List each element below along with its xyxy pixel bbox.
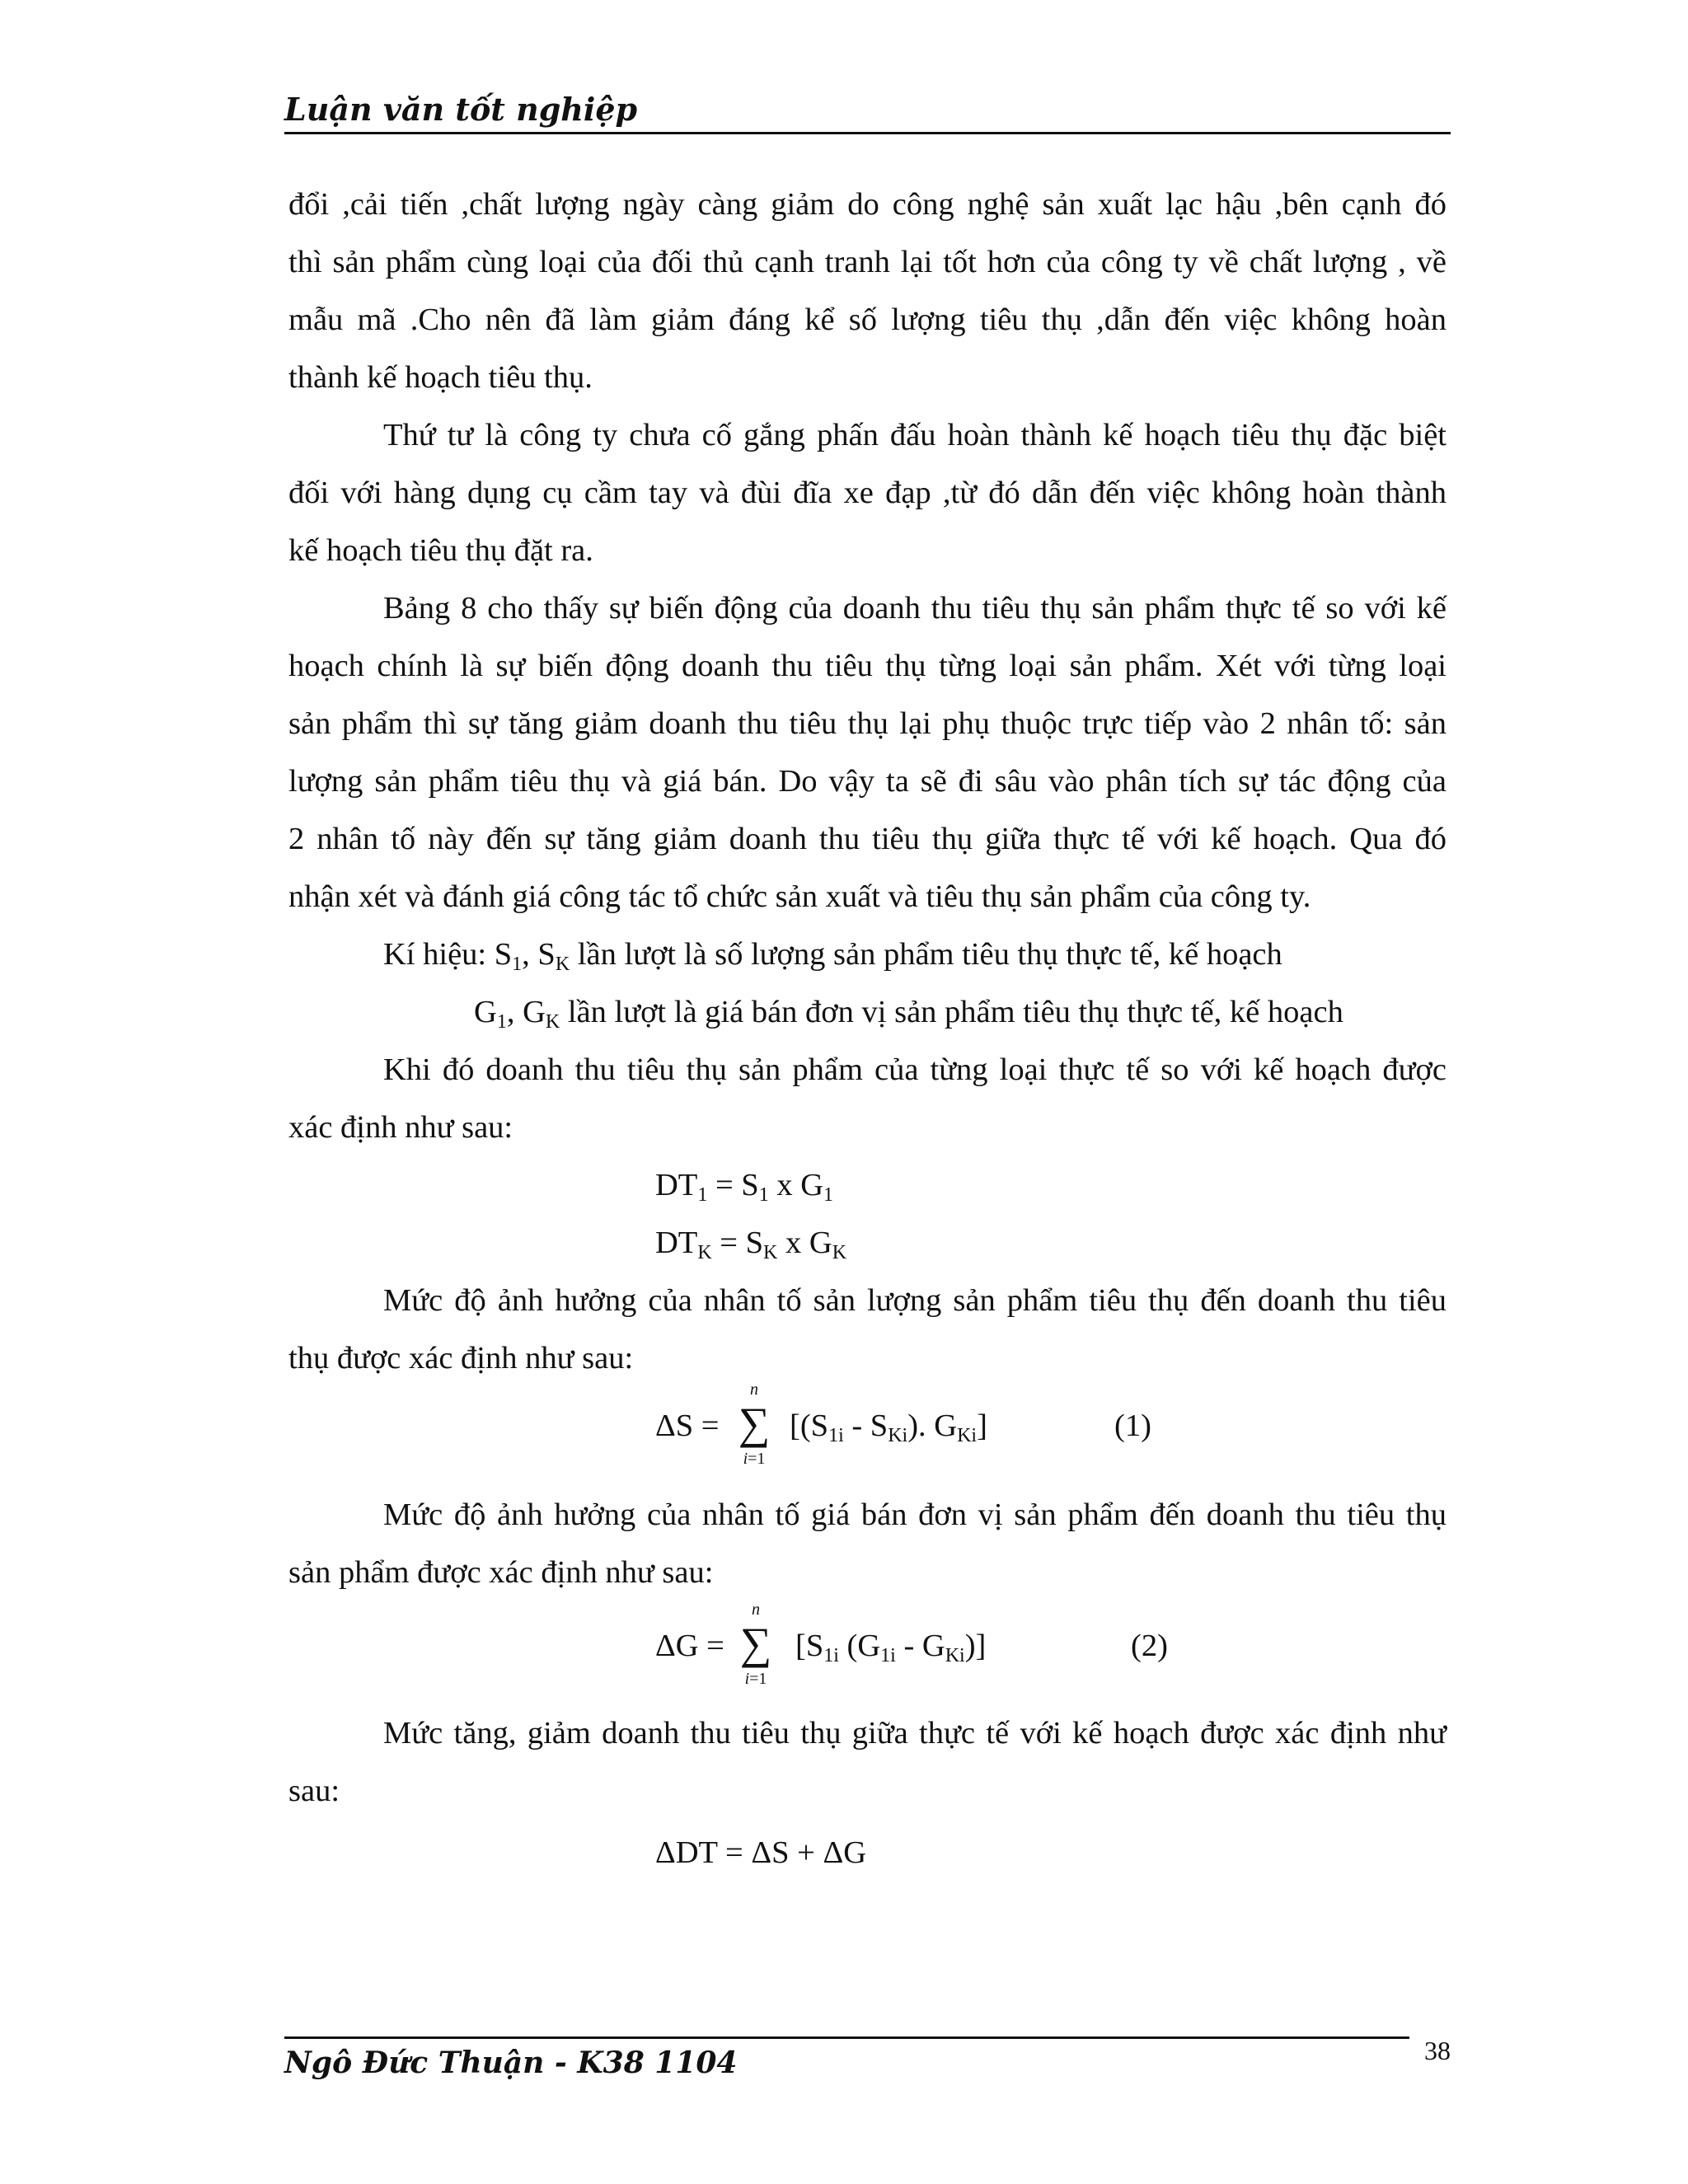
p3-line-2: hoạch chính là sự biến động doanh thu tiêu thụ từng loại sản phẩm. Xét với từng loại — [288, 649, 1447, 683]
p5-line-2: thụ được xác định như sau: — [288, 1341, 634, 1376]
formula-1-number: (1) — [1114, 1408, 1151, 1443]
formula-delta-g-body: [$S_{1i}$ $(G_{1i} - G_{Ki})$] — [795, 1629, 987, 1666]
symbols-s-line: Kí hiệu: $S_1$, $S_K$ lần lượt là số lượng sản phẩm tiêu thụ thực tế, kế hoạch — [383, 937, 1282, 975]
p3-line-4: lượng sản phẩm tiêu thụ và giá bán. Do vậy ta sẽ đi sâu vào phân tích sự tác động của — [288, 764, 1447, 799]
symbols-g-line: $G_1$, $G_K$ lần lượt là giá bán đơn vị sản phẩm tiêu thụ thực tế, kế hoạch — [474, 995, 1343, 1033]
formula-dtk: $DT_K = S_K$ x $G_K$ — [655, 1226, 847, 1263]
p6-line-2: sản phẩm được xác định như sau: — [288, 1555, 714, 1590]
p3-line-1: Bảng 8 cho thấy sự biến động của doanh thu tiêu thụ sản phẩm thực tế so với kế — [383, 591, 1447, 626]
footer-rule — [284, 2036, 1409, 2039]
p4-line-1: Khi đó doanh thu tiêu thụ sản phẩm của từng loại thực tế so với kế hoạch được — [383, 1052, 1447, 1087]
page-number: 38 — [1424, 2036, 1451, 2065]
formula-delta-s-lhs: ΔS = — [655, 1408, 720, 1443]
formula-delta-s-body: [$(S_{1i} - S_{Ki})$. $G_{Ki}$] — [790, 1408, 987, 1446]
p3-line-3: sản phẩm thì sự tăng giảm doanh thu tiêu thụ lại phụ thuộc trực tiếp vào 2 nhân tố: sản — [288, 706, 1447, 741]
footer-author: Ngô Đức Thuận - K38 1104 — [284, 2046, 738, 2080]
p7-line-2: sau: — [288, 1774, 340, 1808]
formula-2-number: (2) — [1131, 1629, 1168, 1663]
p3-line-6: nhận xét và đánh giá công tác tổ chức sản xuất và tiêu thụ sản phẩm của công ty. — [288, 879, 1311, 914]
formula-delta-g-lhs: ΔG = — [655, 1629, 724, 1663]
p2-line-3: kế hoạch tiêu thụ đặt ra. — [288, 533, 593, 568]
p5-line-1: Mức độ ảnh hưởng của nhân tố sản lượng sản phẩm tiêu thụ đến doanh thu tiêu — [383, 1283, 1447, 1318]
formula-delta-dt: ΔDT = ΔS + ΔG — [655, 1835, 867, 1870]
p7-line-1: Mức tăng, giảm doanh thu tiêu thụ giữa thực tế với kế hoạch được xác định như — [383, 1716, 1447, 1750]
p6-line-1: Mức độ ảnh hưởng của nhân tố giá bán đơn vị sản phẩm đến doanh thu tiêu thụ — [383, 1497, 1447, 1532]
formula-dt1: $DT_1 = S_1$ x $G_1$ — [655, 1168, 834, 1206]
p2-line-2: đối với hàng dụng cụ cầm tay và đùi đĩa xe đạp ,từ đó dẫn đến việc không hoàn thành — [288, 476, 1447, 510]
header-rule — [284, 132, 1451, 134]
p1-line-1: đổi ,cải tiến ,chất lượng ngày càng giảm do công nghệ sản xuất lạc hậu ,bên cạnh đó — [288, 187, 1447, 222]
p4-line-2: xác định như sau: — [288, 1110, 513, 1145]
p3-line-5: 2 nhân tố này đến sự tăng giảm doanh thu tiêu thụ giữa thực tế với kế hoạch. Qua đó — [288, 822, 1447, 856]
p1-line-3: mẫu mã .Cho nên đã làm giảm đáng kể số lượng tiêu thụ ,dẫn đến việc không hoàn — [288, 302, 1447, 337]
p1-line-2: thì sản phẩm cùng loại của đối thủ cạnh tranh lại tốt hơn của công ty về chất lượng , về — [288, 245, 1447, 279]
p1-line-4: thành kế hoạch tiêu thụ. — [288, 360, 593, 395]
running-header-title: Luận văn tốt nghiệp — [284, 91, 638, 128]
p2-line-1: Thứ tư là công ty chưa cố gắng phấn đấu hoàn thành kế hoạch tiêu thụ đặc biệt — [383, 418, 1447, 452]
